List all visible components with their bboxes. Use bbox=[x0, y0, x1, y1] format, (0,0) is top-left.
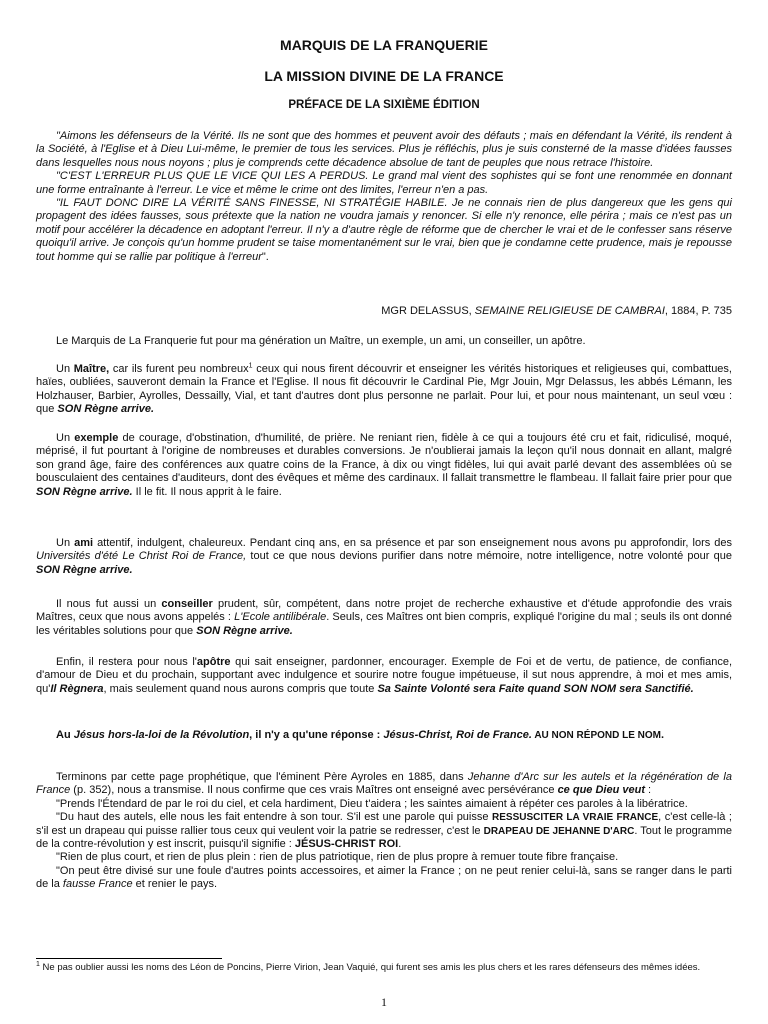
epigraph-paragraph: "IL FAUT DONC DIRE LA VÉRITÉ SANS FINESSE, NI STRATÉGIE HABILE. Je ne connais rien de plus dangereux que les gens qui propagent des idées fausses, sous prétexte que la nation ne voudra jamais y renoncer. Si elle n'y renonce, elle périra ; mais ce n'est pas un motif pour accélérer la décadence en adoptant l'erreur. Il n'y a d'autre règle de réforme que de chercher le vrai et de le confesser sans réserve quoiqu'il arrive. Je conçois qu'un homme prudent se taise momentanément sur le vrai, bien que je condamne cette prudence, mais je repousse tout homme qui se rallie par politique à l'erreur". bbox=[36, 197, 732, 263]
footnote bbox=[36, 962, 732, 974]
footnote-text: Ne pas oublier aussi les noms des Léon de Poncins, Pierre Virion, Jean Vaquié, qui furent ses amis les plus chers et les rares défenseurs des mêmes idées. bbox=[39, 962, 701, 973]
footnote-separator bbox=[36, 958, 222, 959]
ayroles-paragraph: Terminons par cette page prophétique, que l'éminent Père Ayroles en 1885, dans Jehanne d'Arc sur les autels et la régénération de la France (p. 352), nous a transmise. Il nous confirme que ces vrais Maîtres ont enseigné avec persévérance ce que Dieu veut : "Prends l'Étendard de par le roi du ciel, et cela hardiment, Dieu t'aidera ; les saintes aimaient à répéter ces paroles à la libératrice. "Du haut des autels, elle nous les fait entendre à son tour. S'il est une parole qui puisse RESSUSCITER LA VRAIE FRANCE, c'est celle-là ; s'il est un drapeau qui puisse rallier tous ceux qui veulent voir la patrie se redresser, c'est le DRAPEAU DE JEHANNE D'ARC. Tout le programme de la contre-révolution y est inscrit, puisqu'il signifie : JÉSUS-CHRIST ROI. "Rien de plus court, et rien de plus plein : rien de plus patriotique, rien de plus propre à remuer toute fibre française. "On peut être divisé sur une foule d'autres points accessoires, et aimer la France ; on ne peut renier celui-là, sans se ranger dans le parti de la fausse France et renier le pays. bbox=[36, 771, 732, 891]
intro-paragraph: Le Marquis de La Franquerie fut pour ma génération un Maître, un exemple, un ami, un conseiller, un apôtre. bbox=[56, 335, 586, 347]
author-heading: MARQUIS DE LA FRANQUERIE bbox=[280, 37, 488, 53]
book-title: LA MISSION DIVINE DE LA FRANCE bbox=[264, 68, 504, 84]
epigraph-paragraph: "C'EST L'ERREUR PLUS QUE LE VICE QUI LES A PERDUS. Le grand mal vient des sophistes qui se font une renommée en donnant une forme entraînante à l'erreur. Le vice et même le crime ont des limites, l'erreur n'en a pas. bbox=[36, 170, 732, 196]
page-number: 1 bbox=[381, 995, 387, 1009]
apotre-paragraph: Enfin, il restera pour nous l'apôtre qui sait enseigner, pardonner, encourager. Exemple de Foi et de vertu, de patience, de confiance, d'amour de Dieu et du prochain, supportant avec indulgence et sourire notre fougue impétueuse, il sut nous apprendre, à moi et mes amis, qu'Il Règnera, mais seulement quand nous aurons compris que toute Sa Sainte Volonté sera Faite quand SON NOM sera Sanctifié. bbox=[36, 656, 732, 695]
attribution-author: MGR DELASSUS bbox=[381, 305, 469, 317]
epigraph bbox=[36, 130, 732, 264]
exemple-paragraph: Un exemple de courage, d'obstination, d'humilité, de prière. Ne reniant rien, fidèle à ce qui a toujours été cru et fait, ridiculisé, moqué, méprisé, il fut pourtant à l'origine de nombreuses et durables conversions. Je n'oublierai jamais la leçon qu'il nous donnait en allant, malgré son grand âge, faire des conférences aux quatre coins de la France, à dix ou vingt fidèles, lui qui avait parlé devant des assemblées où se bousculaient des centaines d'auditeurs, dont des évêques et même des cardinaux. Il fallait transmettre le flambeau. Il fallait faire prier pour que SON Règne arrive. Il le fit. Il nous apprit à le faire. bbox=[36, 432, 732, 498]
jesus-paragraph: Au Jésus hors-la-loi de la Révolution, il n'y a qu'une réponse : Jésus-Christ, Roi de France. AU NON RÉPOND LE NOM. bbox=[56, 729, 665, 741]
quotation-paragraph: "Prends l'Étendard de par le roi du ciel, et cela hardiment, Dieu t'aidera ; les saintes aimaient à répéter ces paroles à la libératrice. bbox=[56, 797, 688, 810]
footnote-number: 1 bbox=[36, 960, 40, 968]
attribution-source: SEMAINE RELIGIEUSE DE CAMBRAI bbox=[474, 305, 665, 317]
epigraph-attribution: MGR DELASSUS, SEMAINE RELIGIEUSE DE CAMBRAI, 1884, P. 735 bbox=[381, 305, 732, 317]
epigraph-paragraph: "Aimons les défenseurs de la Vérité. Ils ne sont que des hommes et peuvent avoir des défauts ; mais en défendant la Vérité, ils rendent à la Société, à l'Eglise et à Dieu Lui-même, le premier de tous les services. Plus je réfléchis, plus je suis consterné de la masse d'idées fausses dans lesquelles nous nous noyons ; plus je comprends cette décadence absolue de tant de peuples que nous retrace l'histoire. bbox=[36, 130, 732, 169]
quotation-paragraph: "Rien de plus court, et rien de plus plein : rien de plus patriotique, rien de plus propre à remuer toute fibre française. bbox=[56, 851, 619, 864]
maitre-paragraph: Un Maître, car ils furent peu nombreux$^1$ ceux qui nous firent découvrir et enseigner les vérités historiques et religieuses qui, combattues, haïes, oubliées, sauveront demain la France et l'Eglise. Il nous fit découvrir le Cardinal Pie, Mgr Jouin, Mgr Delassus, les abbés Lémann, les Holzhauser, Barbier, Ayrolles, Dessailly, Vial, et tant d'autres dont plus personne ne parlait. Pour lui, et pour nous maintenant, un seul vœu : que SON Règne arrive. bbox=[36, 362, 732, 416]
ami-paragraph: Un ami attentif, indulgent, chaleureux. Pendant cinq ans, en sa présence et par son enseignement nous avons pu approfondir, lors des Universités d'été Le Christ Roi de France, tout ce que nous devions purifier dans notre mémoire, notre intelligence, notre volonté pour que SON Règne arrive. bbox=[36, 537, 732, 576]
preface-heading: PRÉFACE DE LA SIXIÈME ÉDITION bbox=[288, 99, 480, 111]
footnote-ref[interactable]: 1 bbox=[248, 362, 253, 370]
quotation-paragraph: "Du haut des autels, elle nous les fait entendre à son tour. S'il est une parole qui puisse RESSUSCITER LA VRAIE FRANCE, c'est celle-là ; s'il est un drapeau qui puisse rallier tous ceux qui veulent voir la patrie se redresser, c'est le DRAPEAU DE JEHANNE D'ARC. Tout le programme de la contre-révolution y est inscrit, puisqu'il signifie : JÉSUS-CHRIST ROI. bbox=[36, 811, 732, 851]
conseiller-paragraph: Il nous fut aussi un conseiller prudent, sûr, compétent, dans notre projet de recherche exhaustive et d'étude approfondie des vrais Maîtres, ceux que nous avons appelés : L'Ecole antilibérale. Seuls, ces Maîtres ont bien compris, expliqué l'origine du mal ; seuls ils ont donné les véritables solutions pour que SON Règne arrive. bbox=[36, 598, 733, 637]
quotation-paragraph: "On peut être divisé sur une foule d'autres points accessoires, et aimer la France ; on ne peut renier celui-là, sans se ranger dans le parti de la fausse France et renier le pays. bbox=[36, 864, 732, 891]
